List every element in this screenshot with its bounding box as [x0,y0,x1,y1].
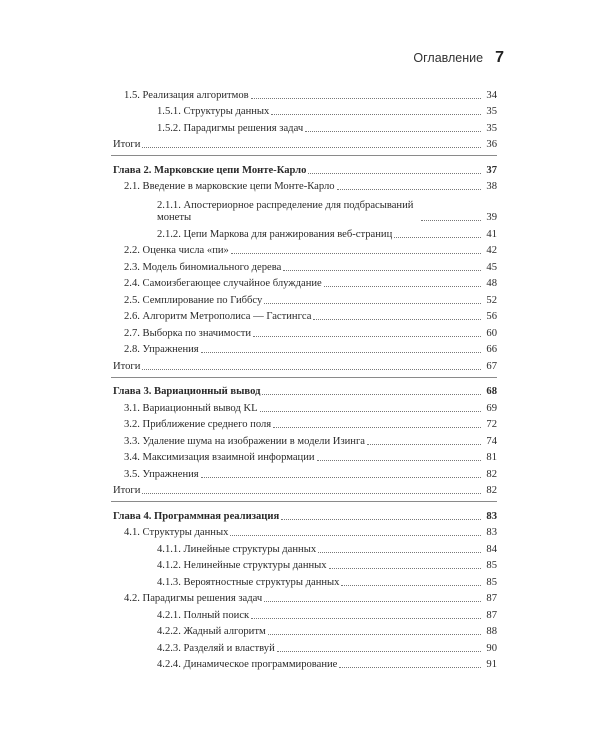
toc-entry-page: 85 [486,576,497,588]
toc-entry-page: 82 [486,468,497,480]
toc-chapter-entry[interactable] [113,506,497,523]
dot-leader [305,131,481,132]
toc-entry-page: 39 [486,212,497,223]
toc-entry-page: 48 [486,278,497,289]
toc-entry-title: Глава 3. Вариационный вывод [113,386,261,397]
dot-leader [201,477,481,478]
toc-entry[interactable] [113,135,497,152]
toc-entry-page: 88 [486,626,497,637]
toc-entry-page: 35 [486,122,497,134]
toc-entry-title: 4.2. Парадигмы решения задач [124,593,263,604]
toc-entry[interactable] [113,638,497,655]
toc-entry-title: 2.1.1. Апостериорное распределение для подбрасываний монеты [157,200,414,223]
toc-entry-title: Итоги [113,485,141,496]
toc-entry[interactable] [113,572,497,589]
toc-entry-page: 66 [486,344,497,355]
toc-entry-page: 56 [486,311,497,322]
toc-entry[interactable] [113,481,497,498]
toc-entry-page: 37 [486,164,497,176]
toc-entry-page: 34 [486,89,497,101]
toc-entry-title: 3.1. Вариационный вывод KL [124,402,258,414]
page-header [413,49,504,67]
toc-entry-title: 2.5. Семплирование по Гиббсу [124,294,263,306]
toc-entry-page: 42 [486,245,497,256]
toc-entry-title: 2.3. Модель биномиального дерева [124,261,282,273]
toc-entry[interactable] [113,556,497,573]
dot-leader [318,552,481,553]
toc-entry[interactable] [113,307,497,324]
toc-entry[interactable] [113,224,497,241]
toc-entry-title: 2.7. Выборка по значимости [124,327,252,339]
toc-entry[interactable] [113,102,497,119]
dot-leader [142,369,481,370]
toc-entry-title: 1.5.1. Структуры данных [157,106,270,117]
toc-entry[interactable] [113,539,497,556]
dot-leader [271,114,481,115]
toc-entry[interactable] [113,589,497,606]
toc-entry-page: 83 [486,527,497,538]
dot-leader [268,634,481,635]
toc-entry-page: 91 [486,659,497,670]
dot-leader [281,519,481,520]
toc-entry-title: 4.1.3. Вероятностные структуры данных [157,576,340,588]
dot-leader [337,189,481,190]
toc-entry-page: 87 [486,609,497,621]
toc-entry-page: 36 [486,139,497,150]
toc-entry-title: 2.2. Оценка числа «пи» [124,245,229,256]
dot-leader [324,286,481,287]
dot-leader [329,568,481,569]
toc-entry-page: 81 [486,452,497,463]
toc-entry[interactable] [113,323,497,340]
toc-entry-title: 4.2.3. Разделяй и властвуй [157,642,275,654]
toc-entry[interactable] [113,290,497,307]
toc-entry-title: Глава 4. Программная реализация [113,510,280,522]
dot-leader [394,237,481,238]
toc-entry[interactable] [113,177,497,194]
toc-entry-title: 4.1. Структуры данных [124,527,229,538]
toc-entry-page: 72 [486,419,497,430]
dot-leader [308,173,481,174]
running-title: Оглавление [413,51,484,65]
dot-leader [201,352,481,353]
toc-entry[interactable] [113,622,497,639]
toc-entry[interactable] [113,398,497,415]
toc-entry[interactable] [113,356,497,373]
toc-entry-page: 60 [486,327,497,339]
toc-entry[interactable] [113,448,497,465]
dot-leader [251,98,481,99]
dot-leader [142,147,481,148]
toc-entry-title: 4.2.2. Жадный алгоритм [157,626,266,637]
dot-leader [421,220,481,221]
dot-leader [251,618,481,619]
dot-leader [277,651,481,652]
toc-entry[interactable] [113,257,497,274]
toc-entry[interactable] [113,241,497,258]
dot-leader [273,427,481,428]
toc-entry[interactable] [113,85,497,102]
toc-entry-page: 85 [486,560,497,571]
toc-entry[interactable] [113,193,497,224]
toc-entry[interactable] [113,655,497,672]
dot-leader [339,667,481,668]
toc-entry-page: 67 [486,360,497,372]
chapter-divider [111,501,497,502]
dot-leader [231,253,481,254]
toc-entry[interactable] [113,340,497,357]
toc-entry-page: 90 [486,642,497,654]
toc-entry-page: 38 [486,181,497,192]
toc-entry-page: 68 [486,386,497,397]
toc-entry-title: 2.1.2. Цепи Маркова для ранжирования веб-страниц [157,228,393,240]
toc-entry-title: 2.6. Алгоритм Метрополиса — Гастингса [124,311,312,322]
toc-entry-title: Итоги [113,139,141,150]
toc-entry-title: 4.1.2. Нелинейные структуры данных [157,560,327,571]
dot-leader [283,270,481,271]
toc-entry-page: 41 [486,228,497,240]
toc-entry-page: 74 [486,435,497,447]
toc-entry[interactable] [113,431,497,448]
toc-entry-page: 82 [486,485,497,496]
dot-leader [317,460,481,461]
chapter-divider [111,377,497,378]
toc-entry-title: 1.5.2. Парадигмы решения задач [157,122,304,134]
toc-entry[interactable] [113,464,497,481]
dot-leader [262,394,481,395]
toc-entry[interactable] [113,523,497,540]
dot-leader [313,319,481,320]
table-of-contents [113,85,497,671]
toc-entry-page: 52 [486,294,497,306]
dot-leader [142,493,481,494]
dot-leader [260,411,481,412]
toc-entry-title: 3.3. Удаление шума на изображении в модели Изинга [124,435,366,447]
dot-leader [264,303,481,304]
toc-entry-title: 3.5. Упражнения [124,468,199,480]
toc-entry-page: 84 [486,543,497,555]
toc-entry-title: 1.5. Реализация алгоритмов [124,89,249,101]
dot-leader [264,601,481,602]
toc-entry-title: 2.4. Самоизбегающее случайное блуждание [124,278,322,289]
toc-entry-title: Итоги [113,360,141,372]
dot-leader [367,444,481,445]
dot-leader [253,336,481,337]
chapter-divider [111,155,497,156]
dot-leader [341,585,481,586]
toc-entry-title: 3.4. Максимизация взаимной информации [124,452,315,463]
toc-entry-title: 4.2.1. Полный поиск [157,609,250,621]
toc-entry-page: 87 [486,593,497,604]
toc-entry-page: 69 [486,402,497,414]
toc-entry-title: 3.2. Приближение среднего поля [124,419,272,430]
toc-entry[interactable] [113,415,497,432]
toc-entry[interactable] [113,274,497,291]
toc-entry-page: 45 [486,261,497,273]
page-number: 7 [495,49,504,66]
toc-entry-title: 2.8. Упражнения [124,344,199,355]
toc-chapter-entry[interactable] [113,160,497,177]
toc-entry-page: 35 [486,106,497,117]
toc-entry-page: 83 [486,510,497,522]
toc-chapter-entry[interactable] [113,382,497,399]
toc-entry-title: 4.2.4. Динамическое программирование [157,659,338,670]
toc-entry-title: 2.1. Введение в марковские цепи Монте-Карло [124,181,335,192]
toc-entry[interactable] [113,118,497,135]
toc-entry-title: Глава 2. Марковские цепи Монте-Карло [113,164,307,176]
dot-leader [230,535,481,536]
toc-entry[interactable] [113,605,497,622]
toc-entry-title: 4.1.1. Линейные структуры данных [157,543,317,555]
